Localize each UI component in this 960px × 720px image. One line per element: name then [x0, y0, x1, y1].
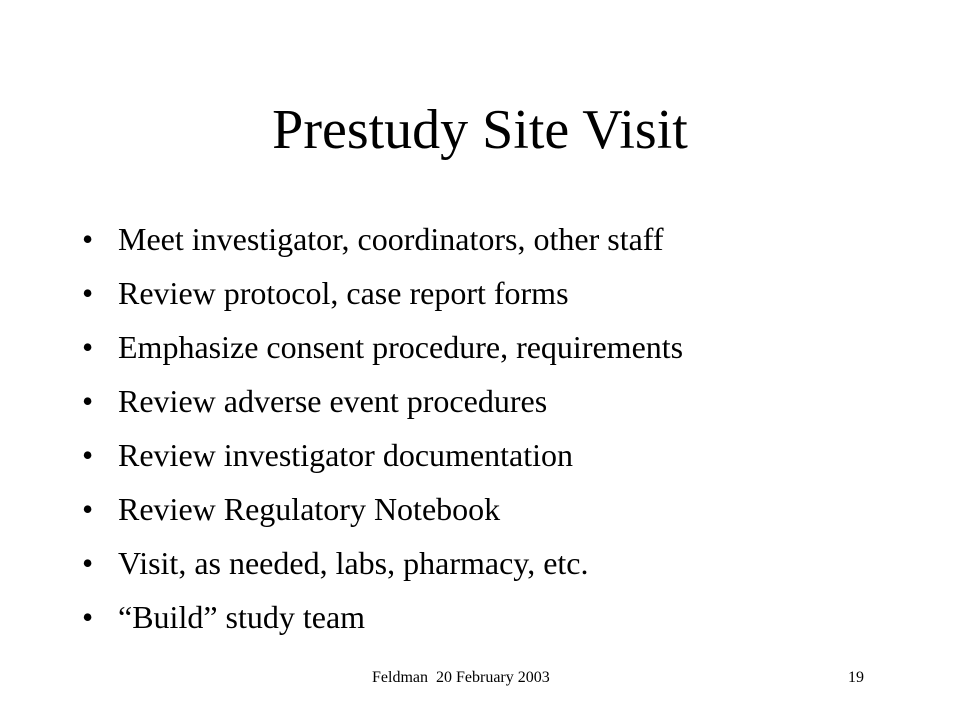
bullet-list	[78, 216, 918, 648]
footer-text: Feldman 20 February 2003	[372, 669, 550, 686]
bullet-text: Emphasize consent procedure, requirements	[118, 329, 684, 365]
bullet-text: Meet investigator, coordinators, other staff	[118, 221, 664, 257]
bullet-item	[78, 540, 918, 594]
bullet-icon: •	[82, 275, 94, 311]
bullet-icon: •	[82, 545, 94, 581]
bullet-item	[78, 378, 918, 432]
slide-number: 19	[848, 669, 864, 686]
bullet-text: Review protocol, case report forms	[118, 275, 569, 311]
bullet-text: Review adverse event procedures	[118, 383, 548, 419]
bullet-icon: •	[82, 437, 94, 473]
bullet-icon: •	[82, 221, 94, 257]
bullet-item	[78, 594, 918, 648]
bullet-item	[78, 324, 918, 378]
bullet-icon: •	[82, 383, 94, 419]
bullet-icon: •	[82, 491, 94, 527]
bullet-item	[78, 216, 918, 270]
bullet-item	[78, 486, 918, 540]
bullet-text: Review investigator documentation	[118, 437, 573, 473]
bullet-icon: •	[82, 599, 94, 635]
bullet-icon: •	[82, 329, 94, 365]
bullet-text: “Build” study team	[118, 599, 366, 635]
bullet-text: Review Regulatory Notebook	[118, 491, 501, 527]
bullet-item	[78, 270, 918, 324]
bullet-item	[78, 432, 918, 486]
bullet-text: Visit, as needed, labs, pharmacy, etc.	[118, 545, 589, 581]
slide-title: Prestudy Site Visit	[272, 99, 688, 161]
